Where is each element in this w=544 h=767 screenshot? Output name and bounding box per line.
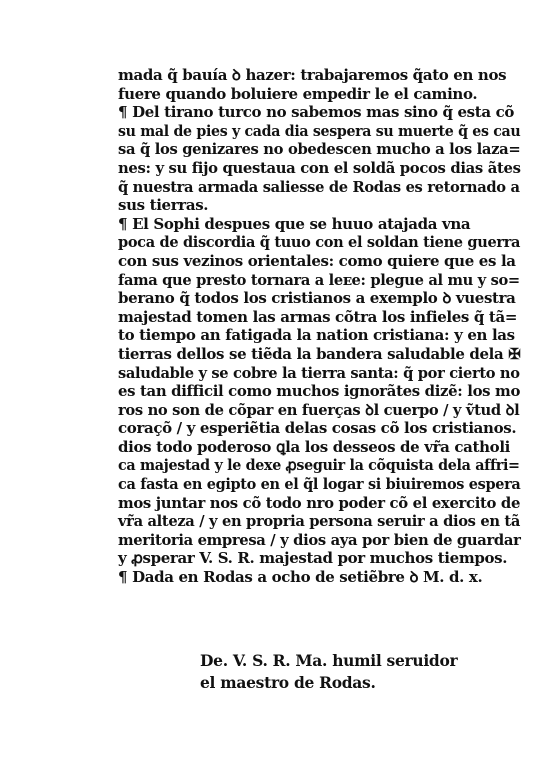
text-line-1: mada q̃ bauía ꝺ hazer: trabajaremos q̃ato en nos [118, 66, 507, 84]
text-line-10: poca de discordia q̃ tuuo con el soldan tiene guerra [118, 233, 521, 252]
signature-line-1: De. V. S. R. Ma. humil seruidor [200, 651, 458, 670]
text-line-17: saludable y se cobre la tierra santa: q̃ por cierto no [118, 363, 520, 382]
text-line-19: ros no son de cõpar en fuerças ꝺl cuerpo / y ṽtud ꝺl [118, 400, 520, 419]
text-line-28: ¶ Dada en Rodas a ocho de setiẽbre ꝺ M. d. x. [118, 568, 483, 587]
text-line-13: berano q̃ todos los cristianos a exemplo ꝺ vuestra [118, 289, 516, 308]
text-line-11: con sus vezinos orientales: como quiere que es la [118, 251, 516, 270]
text-line-2: fuere quando boluiere empedir le el camino. [118, 84, 478, 103]
text-line-5: sa q̃ los genizares no obedescen mucho a los laza= [118, 140, 521, 159]
text-line-25: vr̃a alteza / y en propria persona seruir a dios en tã [118, 512, 521, 531]
text-line-9: ¶ El Sophi despues que se huuo atajada vna [118, 214, 471, 233]
text-line-22: ca majestad y le dexe ꝓseguir la cõquista dela affri= [118, 456, 520, 475]
text-line-27: y ꝓsperar V. S. R. majestad por muchos tiempos. [118, 549, 508, 568]
text-line-8: sus tierras. [118, 196, 209, 215]
text-line-7: q̃ nuestra armada saliesse de Rodas es retornado a [118, 177, 520, 196]
body-text [118, 66, 520, 587]
text-line-23: ca fasta en egipto en el q̃l logar si biuiremos espera [118, 475, 521, 494]
text-line-14: majestad tomen las armas cõtra los infieles q̃ tã= [118, 307, 518, 326]
text-line-18: es tan difficil como muchos ignorãtes dizẽ: los mo [118, 382, 521, 401]
text-line-3: ¶ Del tirano turco no sabemos mas sino q̃ esta cõ [118, 103, 515, 122]
signature-line-2: el maestro de Rodas. [200, 673, 376, 692]
text-line-12: fama que presto tornara a leᴇe: plegue al mu y so= [118, 270, 520, 289]
text-line-4: su mal de pies y cada dia sespera su muerte q̃ es cau [118, 121, 521, 140]
text-line-6: nes: y su fijo questaua con el soldã pocos dias ãtes [118, 158, 521, 177]
text-line-26: meritoria empresa / y dios aya por bien de guardar [118, 530, 521, 549]
text-line-16: tierras dellos se tiẽda la bandera saludable dela ✠ [118, 344, 521, 363]
text-line-21: dios todo poderoso ꝗla los desseos de vr̃a catholi [118, 437, 511, 456]
text-line-15: to tiempo an fatigada la nation cristiana: y en las [118, 326, 515, 345]
text-line-20: coraçõ / y esperiẽtia delas cosas cõ los cristianos. [118, 419, 517, 438]
text-line-24: mos juntar nos cõ todo nro poder cõ el exercito de [118, 493, 521, 512]
signature-block [200, 650, 500, 694]
